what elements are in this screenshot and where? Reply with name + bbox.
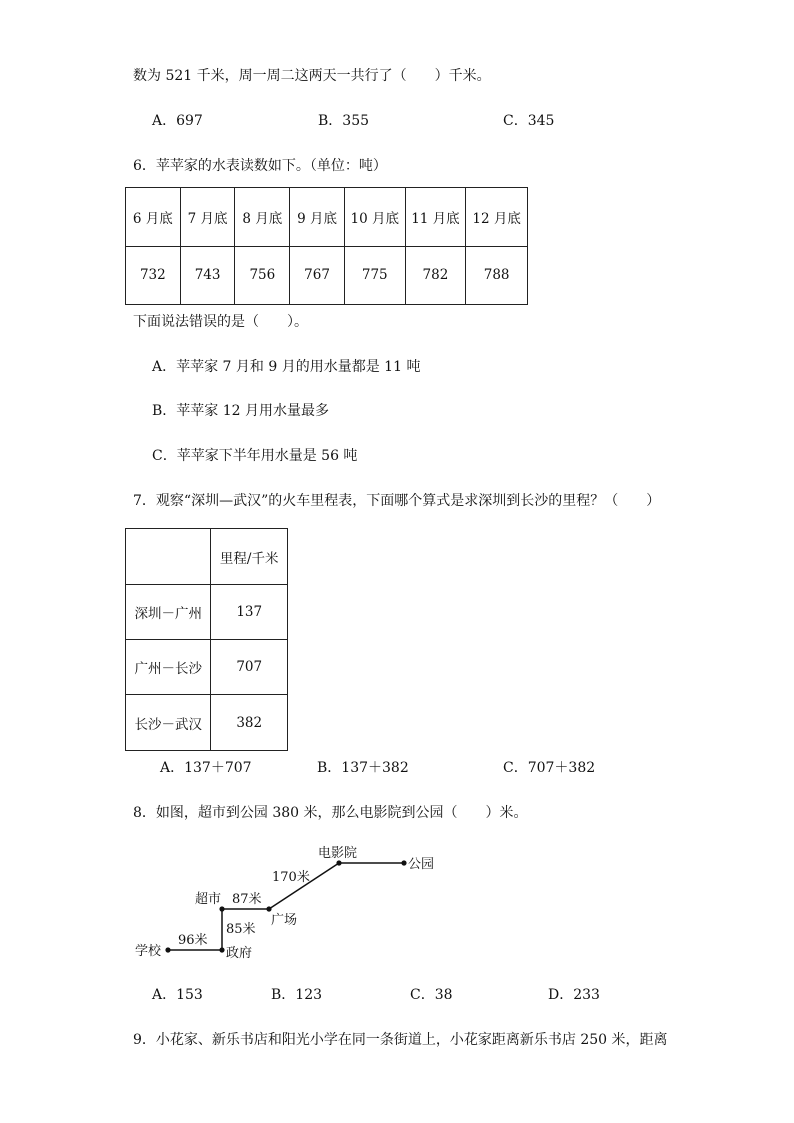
table-header-cell: 11 月底 xyxy=(405,188,466,247)
table-header-cell: 9 月底 xyxy=(290,188,345,247)
table-header-cell: 7 月底 xyxy=(180,188,235,247)
q8-option-d: D．233 xyxy=(548,987,600,1003)
table-header-cell: 10 月底 xyxy=(344,188,405,247)
q6-prompt: 下面说法错误的是（ ）。 xyxy=(133,314,308,330)
table-cell: 长沙－武汉 xyxy=(126,695,211,751)
q7-option-a: A．137＋707 xyxy=(160,760,252,776)
government-point xyxy=(219,947,224,952)
cinema-label: 电影院 xyxy=(318,846,358,861)
table-cell: 775 xyxy=(344,246,405,305)
mileage-table xyxy=(125,528,288,751)
table-cell: 788 xyxy=(466,246,528,305)
q6-option-c: C．苹苹家下半年用水量是 56 吨 xyxy=(152,448,358,464)
plaza-label: 广场 xyxy=(271,913,298,928)
distance-supermarket-plaza: 87米 xyxy=(232,892,262,907)
supermarket-point xyxy=(219,906,224,911)
table-cell: 782 xyxy=(405,246,466,305)
table-corner-cell xyxy=(126,529,211,585)
q8-option-a: A．153 xyxy=(152,987,203,1003)
route-diagram xyxy=(126,836,456,966)
q6-question: 6．苹苹家的水表读数如下。（单位：吨） xyxy=(133,158,387,174)
table-cell: 广州－长沙 xyxy=(126,640,211,695)
table-cell: 137 xyxy=(211,585,288,640)
table-cell: 756 xyxy=(235,246,290,305)
q8-question: 8．如图，超市到公园 380 米，那么电影院到公园（ ）米。 xyxy=(133,805,528,821)
table-header-cell: 12 月底 xyxy=(466,188,528,247)
distance-plaza-cinema: 170米 xyxy=(272,870,310,885)
table-header-cell: 8 月底 xyxy=(235,188,290,247)
table-cell: 707 xyxy=(211,640,288,695)
q5-option-c: C．345 xyxy=(503,113,555,129)
q5-line: 数为 521 千米，周一周二这两天一共行了（ ）千米。 xyxy=(133,68,491,84)
q8-option-c: C．38 xyxy=(410,987,453,1003)
q5-option-b: B．355 xyxy=(318,113,370,129)
q6-option-a: A．苹苹家 7 月和 9 月的用水量都是 11 吨 xyxy=(152,359,421,375)
table-cell: 382 xyxy=(211,695,288,751)
cinema-point xyxy=(336,860,341,865)
government-label: 政府 xyxy=(226,946,253,961)
q7-question: 7．观察“深圳—武汉”的火车里程表，下面哪个算式是求深圳到长沙的里程？（ ） xyxy=(133,493,661,509)
school-label: 学校 xyxy=(135,944,162,959)
supermarket-label: 超市 xyxy=(195,892,222,907)
distance-government-supermarket: 85米 xyxy=(226,922,256,937)
q9-line: 9．小花家、新乐书店和阳光小学在同一条街道上，小花家距离新乐书店 250 米，距离 xyxy=(133,1032,668,1048)
water-meter-table xyxy=(125,187,528,305)
table-cell: 732 xyxy=(126,246,181,305)
school-point xyxy=(165,947,170,952)
table-cell: 767 xyxy=(290,246,345,305)
q7-option-c: C．707＋382 xyxy=(503,760,596,776)
park-point xyxy=(401,860,406,865)
q8-option-b: B．123 xyxy=(271,987,323,1003)
table-cell: 深圳－广州 xyxy=(126,585,211,640)
table-header-cell: 里程/千米 xyxy=(211,529,288,585)
plaza-point xyxy=(266,906,271,911)
park-label: 公园 xyxy=(408,857,435,872)
table-header-cell: 6 月底 xyxy=(126,188,181,247)
q7-option-b: B．137＋382 xyxy=(317,760,409,776)
table-cell: 743 xyxy=(180,246,235,305)
q6-option-b: B．苹苹家 12 月用水量最多 xyxy=(152,403,330,419)
distance-school-government: 96米 xyxy=(178,933,208,948)
q5-option-a: A．697 xyxy=(152,113,203,129)
